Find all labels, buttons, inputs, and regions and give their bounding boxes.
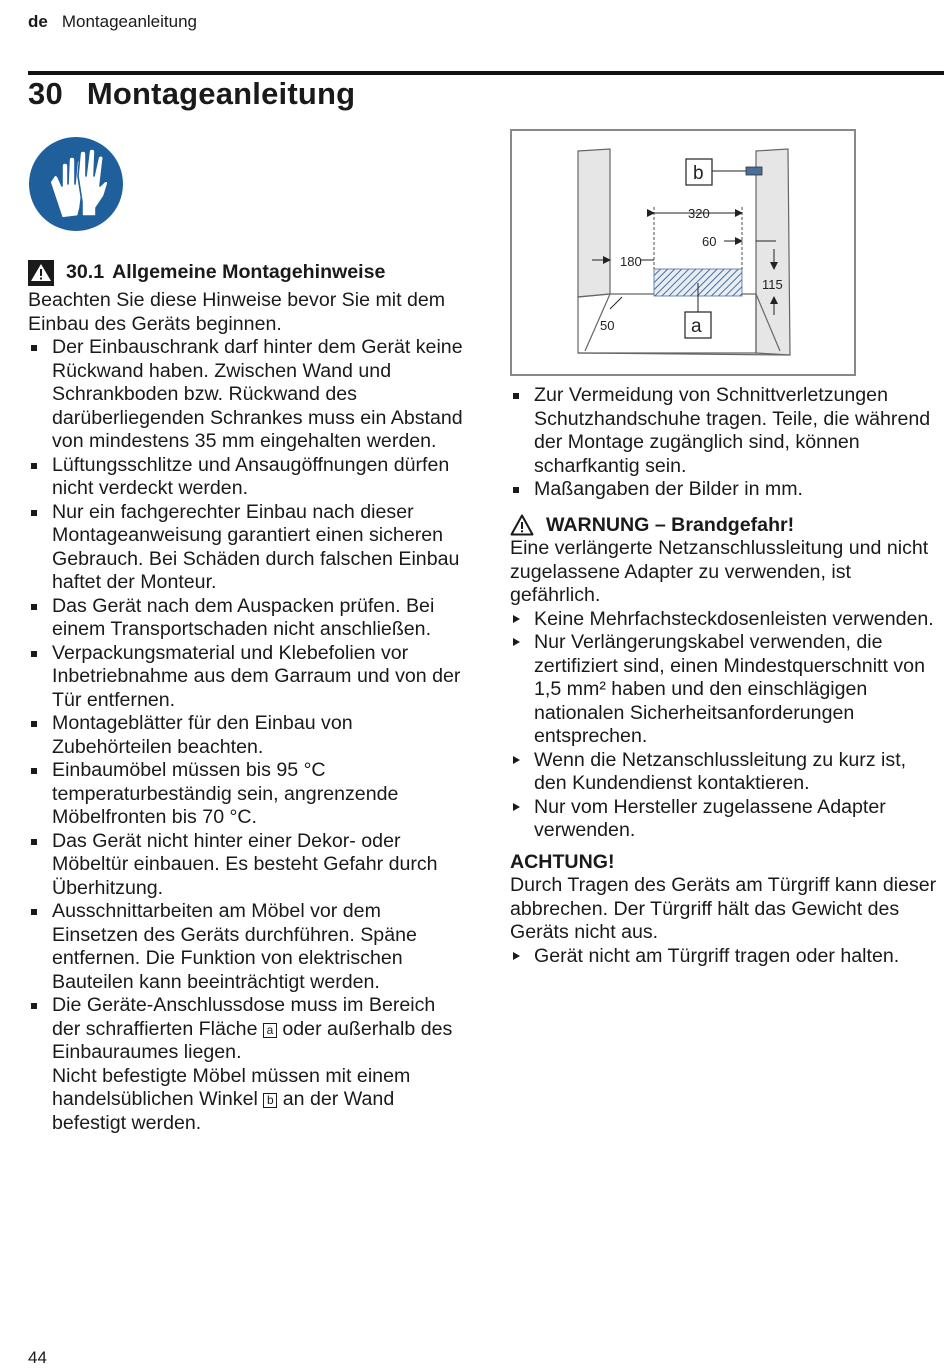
list-item: Zur Vermeidung von Schnittverletzungen Schutzhandschuhe tragen. Teile, die während der Montage zugänglich sind, können scharfkantig sein. (510, 384, 944, 478)
list-item: Der Einbauschrank darf hinter dem Gerät keine Rückwand haben. Zwischen Wand und Schrankboden bzw. Rückwand des darüberliegenden Schrankes muss ein Abstand von mindestens 35 mm eingehalten werden. (28, 336, 468, 454)
list-item: Ausschnittarbeiten am Möbel vor dem Einsetzen des Geräts durchführen. Späne entfernen. Die Funktion von elektrischen Bauteilen kann beeinträchtigt werden. (28, 900, 468, 994)
list-item: Maßangaben der Bilder in mm. (510, 478, 944, 502)
notice-step: Gerät nicht am Türgriff tragen oder halten. (510, 945, 944, 969)
label-b: b (693, 163, 704, 184)
warning-steps (510, 608, 944, 843)
label-a-marker: a (263, 1023, 277, 1038)
page-number: 44 (28, 1348, 47, 1367)
warning-title: WARNUNG – Brandgefahr! (546, 513, 795, 536)
chapter-number: 30 (28, 76, 63, 111)
list-item: Lüftungsschlitze und Ansaugöffnungen dürfen nicht verdeckt werden. (28, 454, 468, 501)
section-heading (28, 260, 468, 286)
language-code: de (28, 12, 48, 31)
warning-heading (510, 514, 944, 538)
connection-box-text-end: oder außerhalb des Einbauraumes liegen. (52, 1017, 453, 1063)
label-b-marker: b (263, 1093, 277, 1108)
list-item: Verpackungsmaterial und Klebefolien vor Inbetriebnahme aus dem Garraum und von der Tür entfernen. (28, 642, 468, 713)
notice-heading: ACHTUNG! (510, 850, 615, 873)
label-a: a (691, 316, 702, 337)
protective-gloves-icon (28, 136, 124, 232)
dim-115: 115 (762, 277, 783, 292)
warning-step: Keine Mehrfachsteckdosenleisten verwenden. (510, 608, 944, 632)
warning-triangle-icon (510, 514, 534, 536)
list-item: Das Gerät nach dem Auspacken prüfen. Bei einem Transportschaden nicht anschließen. (28, 595, 468, 642)
dim-60: 60 (702, 234, 717, 249)
warning-step: Nur vom Hersteller zugelassene Adapter verwenden. (510, 796, 944, 843)
section-number: 30.1 (66, 261, 105, 284)
bracket-note-text: Nicht befestigte Möbel müssen mit einem handelsüblichen Winkel (52, 1064, 411, 1110)
installation-diagram (510, 129, 856, 376)
right-cabinet-wall (756, 149, 790, 355)
dim-180: 180 (620, 254, 642, 269)
list-item: Montageblätter für den Einbau von Zubehörteilen beachten. (28, 712, 468, 759)
wall-bracket (746, 167, 762, 175)
dim-320: 320 (688, 206, 710, 221)
list-item (28, 994, 468, 1135)
left-column (28, 260, 468, 1135)
warning-text: Eine verlängerte Netzanschlussleitung und nicht zugelassene Adapter zu verwenden, ist gefährlich. (510, 537, 929, 606)
dim-50: 50 (600, 318, 615, 333)
section-intro: Beachten Sie diese Hinweise bevor Sie mit dem Einbau des Geräts beginnen. (28, 289, 446, 335)
chapter-title-text: Montageanleitung (86, 76, 356, 111)
connection-box-text: Die Geräte-Anschlussdose muss im Bereich der schraffierten Fläche (52, 994, 436, 1040)
warning-box-icon (28, 260, 54, 286)
left-cabinet-wall (578, 149, 610, 297)
list-item: Nur ein fachgerechter Einbau nach dieser Montageanweisung garantiert einen sicheren Gebrauch. Bei Schäden durch falschen Einbau haftet der Monteur. (28, 501, 468, 595)
bracket-note-text-end: an der Wand befestigt werden. (52, 1088, 395, 1134)
list-item: Das Gerät nicht hinter einer Dekor- oder Möbeltür einbauen. Es besteht Gefahr durch Überhitzung. (28, 830, 468, 901)
chapter-title (28, 76, 355, 112)
right-column (510, 384, 944, 968)
notice-steps (510, 945, 944, 969)
warning-step: Wenn die Netzanschlussleitung zu kurz ist, den Kundendienst kontaktieren. (510, 749, 944, 796)
page-header (28, 12, 197, 32)
notice-text: Durch Tragen des Geräts am Türgriff kann dieser abbrechen. Der Türgriff hält das Gewicht des Geräts nicht aus. (510, 874, 937, 943)
section-title: Allgemeine Montagehinweise (112, 261, 386, 284)
instruction-list (28, 336, 468, 1135)
list-item: Einbaumöbel müssen bis 95 °C temperaturbeständig sein, angrenzende Möbelfronten bis 70 °C. (28, 759, 468, 830)
warning-step: Nur Verlängerungskabel verwenden, die zertifiziert sind, einen Mindestquerschnitt von 1,5 mm² haben und den einschlägigen nationalen Sicherheitsanforderungen entsprechen. (510, 631, 944, 749)
bracket-note (52, 1065, 468, 1136)
header-title: Montageanleitung (61, 12, 198, 31)
instruction-list-continued (510, 384, 944, 502)
header-rule (28, 71, 944, 75)
